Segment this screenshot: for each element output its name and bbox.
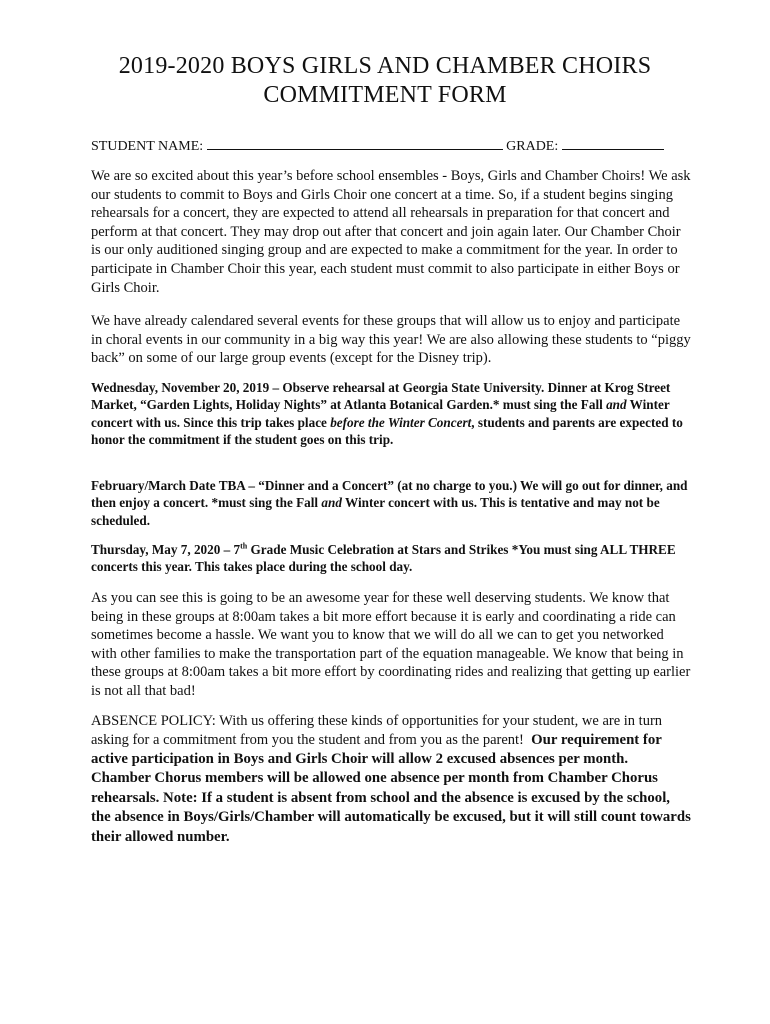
event-1-text-a: Wednesday, November 20, 2019 – Observe rehearsal at Georgia State University. Dinner at Krog Street Market, “Garden Lights, Holiday Nights” at Atlanta Botanical Garden.* must sing the Fall [91, 380, 671, 413]
grade-label: GRADE: [506, 139, 559, 154]
grade-field[interactable] [562, 136, 664, 150]
event-1-text-c: , students and parents are expected to honor the commitment if the student goes on this trip. [91, 414, 683, 447]
event-2-and: and [321, 495, 342, 511]
event-2-text-a: February/March Date TBA – “Dinner and a Concert” (at no charge to you.) We will go out for dinner, and then enjoy a concert. *must sing the Fall [91, 478, 688, 511]
title-line-1: 2019-2020 BOYS GIRLS AND CHAMBER CHOIRS [118, 53, 652, 79]
page-title [60, 52, 710, 110]
event-dinner-concert [91, 477, 691, 529]
awesome-year-paragraph: As you can see this is going to be an awesome year for these well deserving students. We know that being in these groups at 8:00am takes a bit more effort because it is early and coordinating a ride can sometimes become a hassle. We want you to know that we will do all we can to get you networked with other families to make the transportation part of the equation manageable. We know that being in these groups at 8:00am takes a bit more effort by coordinating rides and realizing that getting up earlier is not all that bad! [91, 590, 691, 699]
title-line-2: COMMITMENT FORM [263, 82, 507, 108]
event-3-sup: th [240, 541, 248, 551]
event-may-celebration [91, 541, 691, 576]
student-info-row [91, 136, 691, 157]
absence-policy-paragraph [91, 712, 691, 847]
absence-policy-intro: ABSENCE POLICY: With us offering these kinds of opportunities for your student, we are in turn asking for a commitment from you the student and from you as the parent! [91, 713, 663, 748]
student-name-field[interactable] [207, 136, 503, 150]
event-1-italic: before the Winter Concert [330, 414, 472, 430]
event-november-gsu [91, 379, 691, 448]
absence-policy-requirement: Our requirement for active participation in Boys and Girls Choir will allow 2 excused absences per month. Chamber Chorus members will be allowed one absence per month from Chamber Chorus rehearsals. Note: If a student is absent from school and the absence is excused by the school, the absence in Boys/Girls/Chamber will automatically be excused, but it will still count towards their allowed number. [91, 731, 691, 845]
student-name-label: STUDENT NAME: [91, 139, 204, 154]
intro-paragraph: We are so excited about this year’s before school ensembles - Boys, Girls and Chamber Choirs! We ask our students to commit to Boys and Girls Choir one concert at a time. So, if a student begins singing rehearsals for a concert, they are expected to attend all rehearsals in preparation for that concert and perform at that concert. They may drop out after that concert and join again later. Our Chamber Choir is our only auditioned singing group and are expected to make a commitment for the year. In order to participate in Chamber Choir this year, each student must commit to also participate in either Boys or Girls Choir. [91, 168, 691, 296]
event-3-text-b: Grade Music Celebration at Stars and Strikes *You must sing ALL THREE concerts this year. This takes place during the school day. [91, 542, 676, 575]
event-1-text-b: Winter concert with us. Since this trip takes place [91, 397, 670, 430]
event-1-and: and [606, 397, 627, 413]
event-2-text-b: Winter concert with us. This is tentative and may not be scheduled. [91, 495, 660, 528]
events-intro-paragraph: We have already calendared several events for these groups that will allow us to enjoy and participate in choral events in our community in a big way this year! We are also allowing these students to “piggy back” on some of our large group events (except for the Disney trip). [91, 313, 691, 367]
event-3-text-a: Thursday, May 7, 2020 – 7 [91, 542, 241, 557]
